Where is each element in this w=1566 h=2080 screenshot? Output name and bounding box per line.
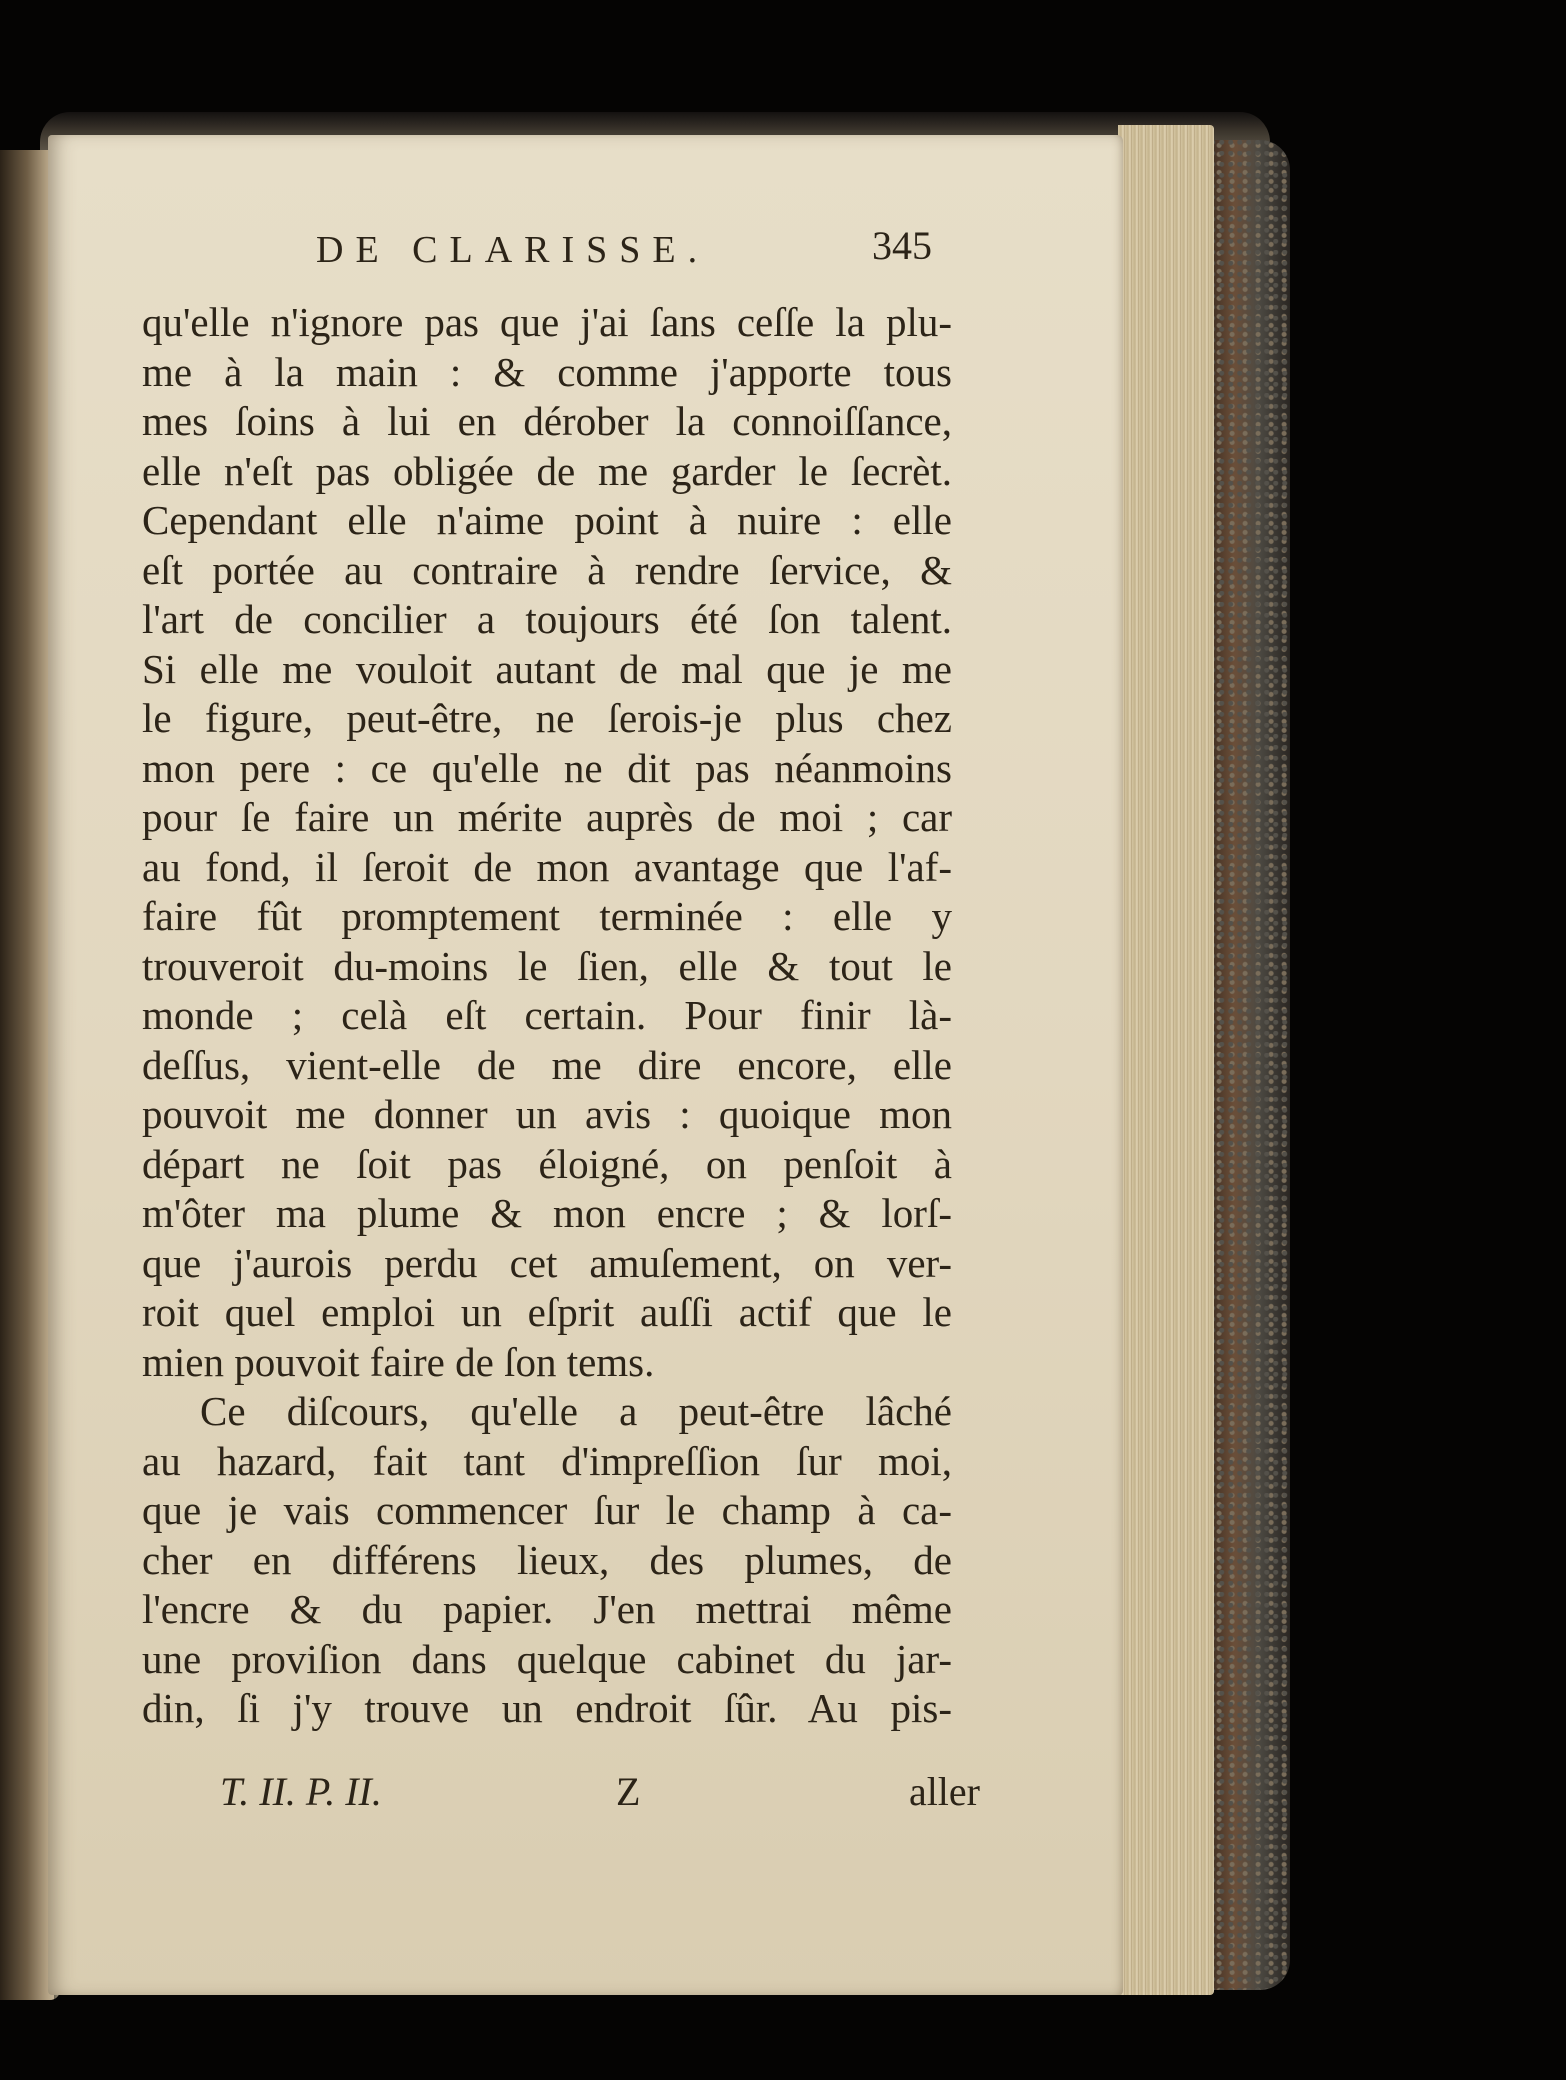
text-line: le figure, peut-être, ne ſerois-je plus chez [142,695,952,741]
text-line: l'encre & du papier. J'en mettrai même [142,1586,952,1632]
text-line: mien pouvoit faire de ſon tems. [142,1338,655,1385]
text-line: faire fût promptement terminée : elle y [142,893,952,939]
text-line: que je vais commencer ſur le champ à ca- [142,1487,952,1533]
text-line: eſt portée au contraire à rendre ſervice, & [142,546,952,593]
text-line: din, ſi j'y trouve un endroit ſûr. Au pis- [142,1685,952,1731]
text-line: mon pere : ce qu'elle ne dit pas néanmoins [142,744,952,791]
text-line: m'ôter ma plume & mon encre ; & lorſ- [142,1190,952,1236]
text-line: départ ne ſoit pas éloigné, on penſoit à [142,1140,952,1187]
text-line: pour ſe faire un mérite auprès de moi ; car [142,794,952,840]
text-line: mes ſoins à lui en dérober la connoiſſance, [142,398,952,444]
text-line: Ce diſcours, qu'elle a peut-être lâché [200,1388,952,1434]
page-number: 345 [872,223,932,268]
text-line: roit quel emploi un eſprit auſſi actif que le [142,1289,952,1335]
text-line: au fond, il ſeroit de mon avantage que l'af- [142,843,952,890]
text-line: que j'aurois perdu cet amuſement, on ver- [142,1239,952,1286]
running-title: DE CLARISSE. [316,229,710,271]
text-line: trouveroit du-moins le ſien, elle & tout le [142,942,952,989]
text-line: Si elle me vouloit autant de mal que je me [142,645,952,692]
text-line: pouvoit me donner un avis : quoique mon [142,1091,952,1137]
body-text [142,298,952,1734]
signature-mark: T. II. P. II. [220,1769,382,1814]
signature-letter: Z [616,1769,641,1814]
text-line: cher en différens lieux, des plumes, de [142,1536,952,1583]
text-line: qu'elle n'ignore pas que j'ai ſans ceſſe la plu- [142,299,952,345]
text-line: une proviſion dans quelque cabinet du jar- [142,1635,952,1682]
text-line: me à la main : & comme j'apporte tous [142,348,952,395]
text-line: deſſus, vient-elle de me dire encore, elle [142,1041,952,1088]
text-line: Cependant elle n'aime point à nuire : elle [142,497,952,543]
text-line: elle n'eſt pas obligée de me garder le ſecrèt. [142,447,952,494]
text-line: au hazard, fait tant d'impreſſion ſur moi, [142,1437,952,1484]
catchword: aller [908,1769,980,1814]
page-footer [220,1768,980,1818]
text-line: monde ; celà eſt certain. Pour finir là- [142,992,952,1038]
text-line: l'art de concilier a toujours été ſon talent. [142,596,952,642]
